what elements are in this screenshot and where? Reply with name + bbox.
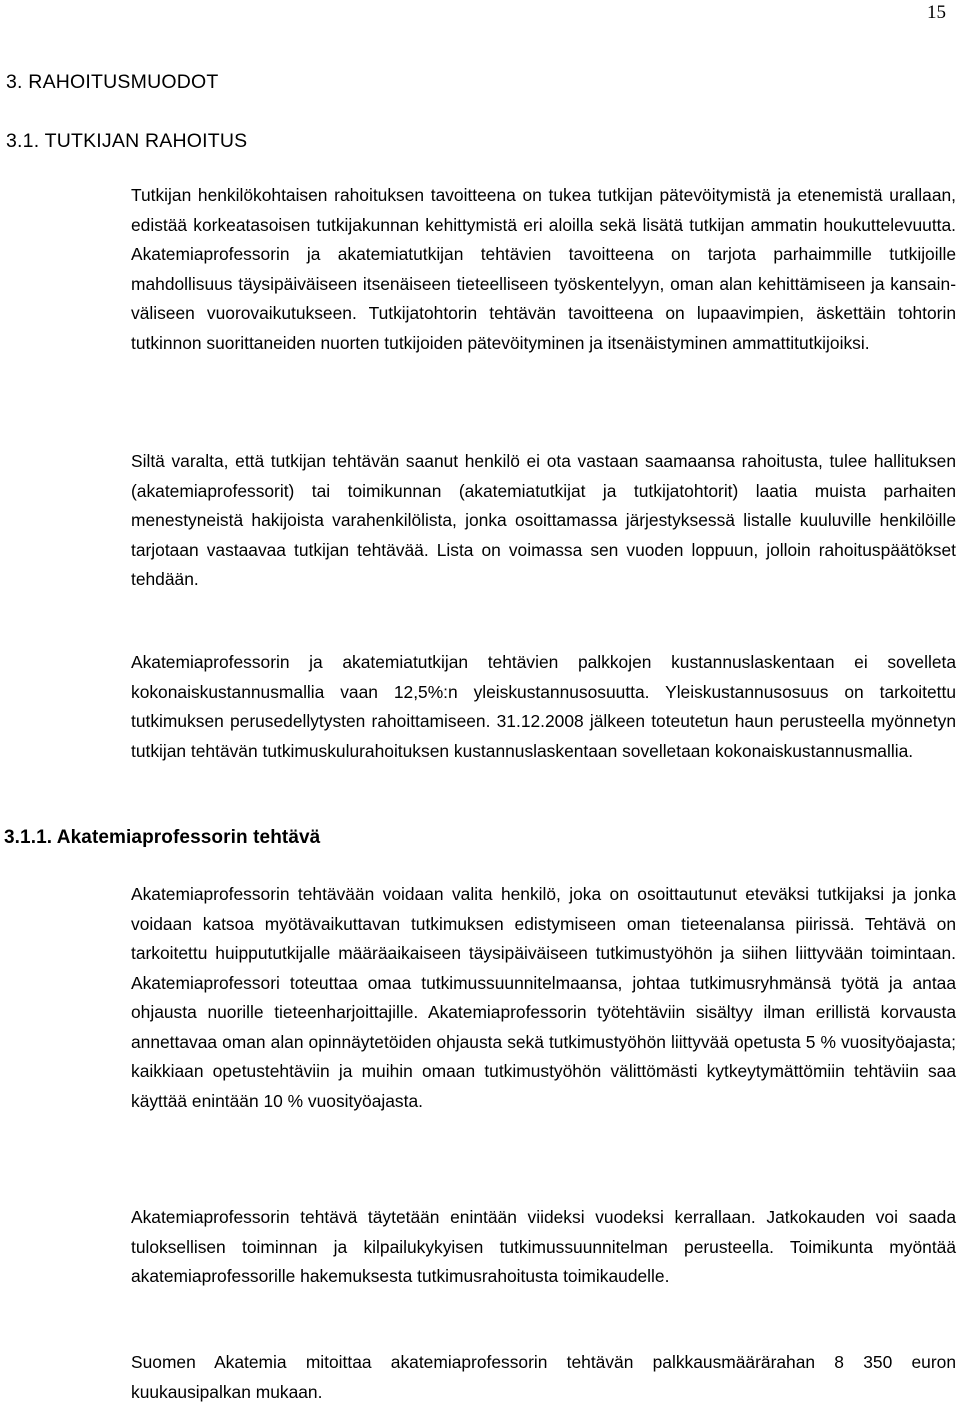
- paragraph-intro: Tutkijan henkilökohtaisen rahoituksen tavoitteena on tukea tutkijan pätevöitymistä ja etenemistä urallaan, edistää korkeatasoisen tutkijakunnan kehittymistä eri aloilla sekä lisätä tutkijan ammatin houkuttelevuutta. Akatemiaprofessorin ja akatemiatutkijan tehtävien tavoitteena on tarjota parhaimmille tutkijoille mahdollisuus täysipäiväiseen itsenäiseen tieteelliseen työskentelyyn, oman alan kehittämiseen ja kansainväliseen vuorovaikutukseen. Tutkijatohtorin tehtävän tavoitteena on lupaavimpien, äskettäin tohtorin tutkinnon suorittaneiden nuorten tutkijoiden pätevöityminen ja itsenäistyminen ammattitutkijoiksi.: [131, 185, 956, 353]
- page-number: 15: [927, 2, 946, 23]
- paragraph-term: Akatemiaprofessorin tehtävä täytetään enintään viideksi vuodeksi kerrallaan. Jatkokauden voi saada tuloksellisen toiminnan ja kilpailukykyisen tutkimussuunnitelman perusteella. Toimikunta myöntää akatemiaprofessorille hakemuksesta tutkimusrahoitusta toimikaudelle.: [131, 1207, 956, 1286]
- paragraph-reserve-list: Siltä varalta, että tutkijan tehtävän saanut henkilö ei ota vastaan saamaansa rahoitusta, tulee hallituksen (akatemiaprofessorit) tai toimikunnan (akatemiatutkijat ja tutkijatohtorit) laatia muista parhaiten menestyneistä hakijoista varahenkilölista, jonka osoittamassa järjestyksessä listalle kuuluville henkilöille tarjotaan vastaavaa tutkijan tehtävää. Lista on voimassa sen vuoden loppuun, jolloin rahoituspäätökset tehdään.: [131, 451, 956, 589]
- paragraph-salary: Suomen Akatemia mitoittaa akatemiaprofessorin tehtävän palkkausmäärärahan 8 350 euron kuukausipalkan mukaan.: [131, 1352, 956, 1402]
- subsection-heading: 3.1. TUTKIJAN RAHOITUS: [6, 130, 248, 152]
- subsubsection-heading: 3.1.1. Akatemiaprofessorin tehtävä: [4, 827, 321, 848]
- paragraph-professor-role: Akatemiaprofessorin tehtävään voidaan valita henkilö, joka on osoittautunut eteväksi tutkijaksi ja jonka voidaan katsoa myötävaikuttavan tutkimuksen edistymiseen oman tieteenalansa piirissä. Tehtävä on tarkoitettu huippututkijalle määräaikaiseen täysipäiväiseen tutkimustyöhön ja siihen liittyvään toimintaan. Akatemiaprofessori toteuttaa omaa tutkimussuunnitelmaansa, johtaa tutkimusryhmänsä työtä ja antaa ohjausta nuorille tieteenharjoittajille. Akatemiaprofessorin työtehtäviin sisältyy ilman erillistä korvausta annettavaa oman alan opinnäytetöiden ohjausta sekä tutkimustyöhön liittyvää opetusta 5 % vuosityöajasta; kaikkiaan opetustehtäviin ja muihin omaan tutkimustyöhön välittömästi kytkeytymättömiin tehtäviin saa käyttää enintään 10 % vuosityöajasta.: [131, 884, 956, 1111]
- section-heading: 3. RAHOITUSMUODOT: [6, 71, 219, 93]
- paragraph-cost-model: Akatemiaprofessorin ja akatemiatutkijan tehtävien palkkojen kustannuslaskentaan ei sovelleta kokonaiskustannusmallia vaan 12,5%:n yleiskustannusosuutta. Yleiskustannusosuus on tarkoitettu tutkimuksen perusedellytysten rahoittamiseen. 31.12.2008 jälkeen toteutetun haun perusteella myönnetyn tutkijan tehtävän tutkimuskulurahoituksen kustannuslaskentaan sovelletaan kokonaiskustannusmallia.: [131, 652, 956, 761]
